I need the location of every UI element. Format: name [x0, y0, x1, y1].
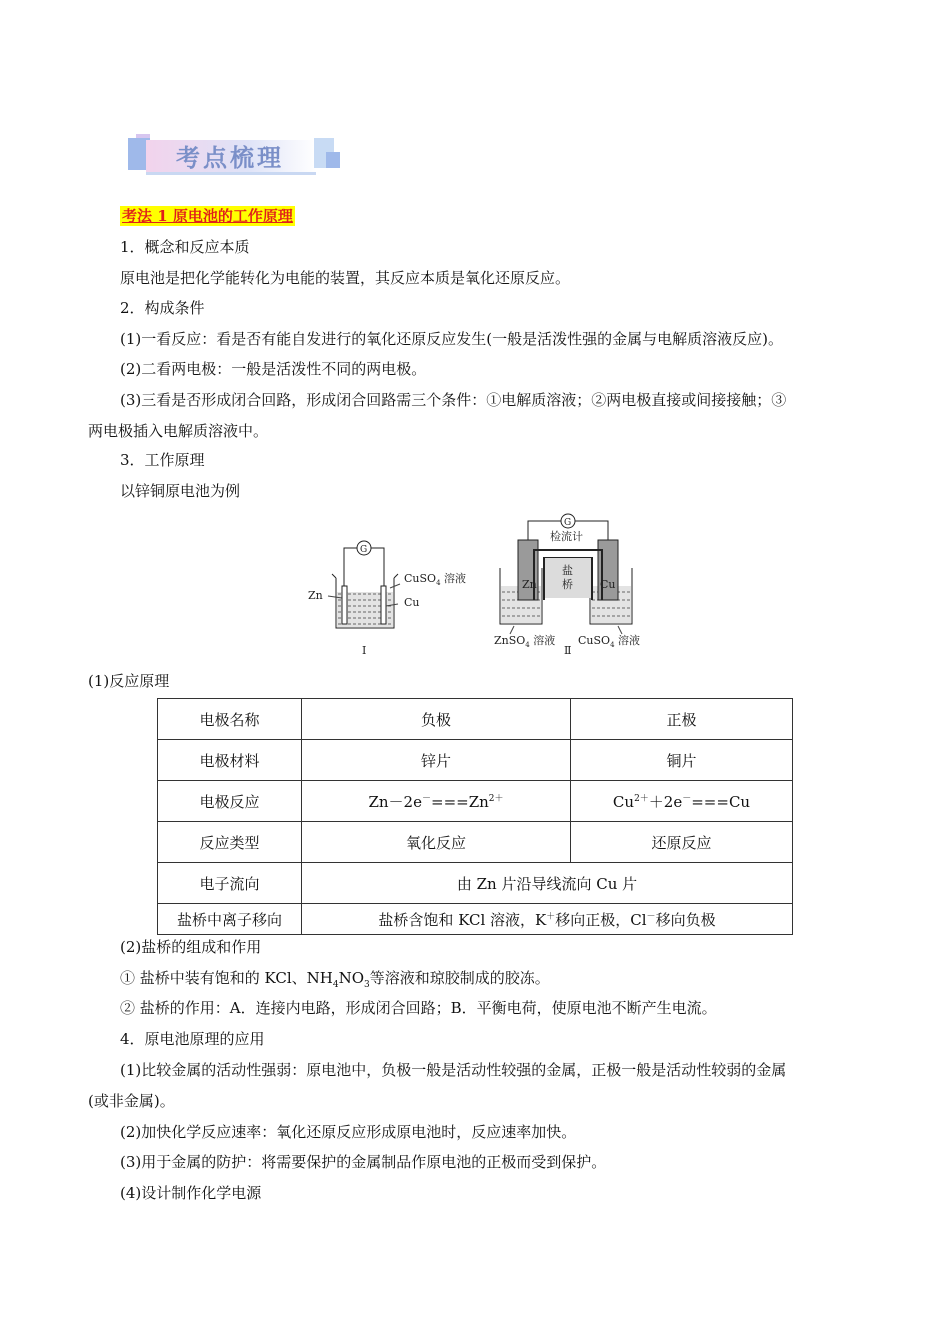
banner-title: 考点梳理: [176, 144, 284, 172]
section-banner: [128, 134, 343, 180]
salt-bridge-label: 桥: [562, 578, 573, 591]
paragraph: (1)反应原理: [88, 672, 170, 690]
table-cell: $Zn-2e^-===Zn^{2+}$: [302, 781, 571, 822]
section-heading: 考法 1 原电池的工作原理: [122, 207, 293, 225]
table-row: [158, 740, 793, 781]
electrode-table: [157, 698, 793, 935]
table-cell: 电极名称: [158, 699, 302, 740]
zinc-label: Zn: [522, 578, 537, 591]
table-cell: 铜片: [571, 740, 793, 781]
table-row: [158, 699, 793, 740]
cell-one-diagram: [308, 541, 466, 657]
paragraph: (2)加快化学反应速率：氧化还原反应形成原电池时，反应速率加快。: [120, 1123, 577, 1141]
paragraph: 1．概念和反应本质: [120, 238, 250, 256]
banner-decor: [326, 152, 340, 168]
paragraph: (2)二看两电极：一般是活泼性不同的两电极。: [120, 360, 427, 378]
paragraph: 以锌铜原电池为例: [120, 482, 241, 500]
table-cell: 电极材料: [158, 740, 302, 781]
table-cell: 氧化反应: [302, 822, 571, 863]
paragraph: (3)三看是否形成闭合回路，形成闭合回路需三个条件：①电解质溶液；②两电极直接或间接接触；③: [120, 391, 787, 409]
table-cell: 由 Zn 片沿导线流向 Cu 片: [302, 863, 793, 904]
zinc-label: Zn: [308, 589, 323, 602]
cell-two-label: Ⅱ: [564, 644, 572, 657]
cell-one-label: Ⅰ: [362, 644, 367, 657]
paragraph: (2)盐桥的组成和作用: [120, 938, 262, 956]
galvanometer-label: G: [564, 518, 572, 528]
paragraph: (3)用于金属的防护：将需要保护的金属制品作原电池的正极而受到保护。: [120, 1153, 607, 1171]
copper-label: Cu: [600, 578, 616, 591]
paragraph: ② 盐桥的作用：A．连接内电路，形成闭合回路；B．平衡电荷，使原电池不断产生电流。: [120, 999, 717, 1017]
paragraph: ① 盐桥中装有饱和的 KCl、$NH_4NO_3$等溶液和琼胶制成的胶冻。: [120, 969, 550, 990]
cuso4-label: CuSO$_4$ 溶液: [404, 572, 467, 587]
table-cell: 负极: [302, 699, 571, 740]
galvanometer-label: G: [360, 545, 368, 555]
znso4-label: ZnSO$_4$ 溶液: [494, 634, 556, 649]
table-cell: 正极: [571, 699, 793, 740]
table-cell: 反应类型: [158, 822, 302, 863]
galvanic-cell-figure: [300, 508, 650, 668]
paragraph: (1)比较金属的活动性强弱：原电池中，负极一般是活动性较强的金属，正极一般是活动性较弱的金属: [120, 1061, 787, 1079]
paragraph: (1)一看反应：看是否有能自发进行的氧化还原反应发生(一般是活泼性强的金属与电解质溶液反应)。: [120, 330, 783, 348]
table-row: [158, 863, 793, 904]
cuso4-label: CuSO$_4$ 溶液: [578, 634, 641, 649]
paragraph: (4)设计制作化学电源: [120, 1184, 262, 1202]
table-cell: 盐桥含饱和 KCl 溶液，K＋移向正极，Cl－移向负极: [302, 904, 793, 935]
table-cell: 电子流向: [158, 863, 302, 904]
cell-two-diagram: [494, 514, 640, 657]
paragraph: (或非金属)。: [88, 1092, 175, 1110]
table-cell: $Cu^{2+}+2e^-===Cu$: [571, 781, 793, 822]
paragraph: 3．工作原理: [120, 451, 205, 469]
table-row: [158, 904, 793, 935]
copper-label: Cu: [404, 596, 420, 609]
table-row: [158, 822, 793, 863]
paragraph: 4．原电池原理的应用: [120, 1030, 265, 1048]
salt-bridge-label: 盐: [562, 564, 573, 577]
table-cell: 锌片: [302, 740, 571, 781]
paragraph: 2．构成条件: [120, 299, 205, 317]
paragraph: 原电池是把化学能转化为电能的装置，其反应本质是氧化还原反应。: [120, 269, 571, 287]
table-cell: 还原反应: [571, 822, 793, 863]
table-cell: 电极反应: [158, 781, 302, 822]
table-row: [158, 781, 793, 822]
table-cell: 盐桥中离子移向: [158, 904, 302, 935]
galvanometer-caption: 检流计: [550, 530, 583, 543]
paragraph: 两电极插入电解质溶液中。: [88, 422, 269, 440]
